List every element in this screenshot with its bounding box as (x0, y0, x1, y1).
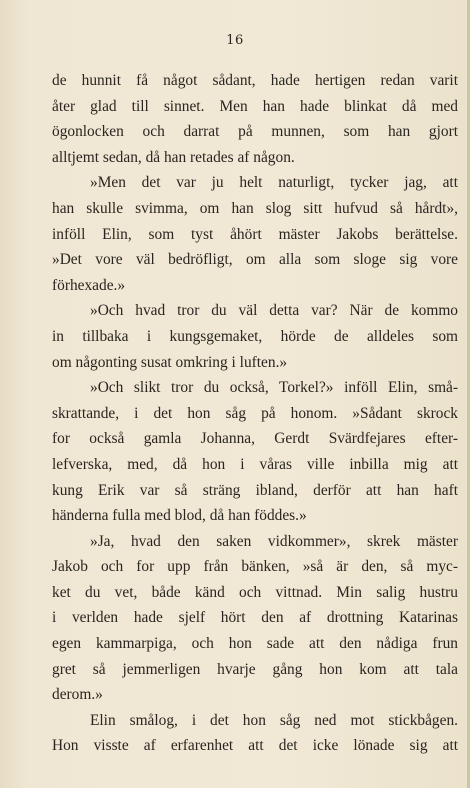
text-line: »Men det var ju helt naturligt, tycker jag, att (90, 174, 458, 192)
text-line: »Ja, hvad den saken vidkommer», skrek mäster (90, 532, 458, 550)
text-line: händerna fulla med blod, då han föddes.» (52, 507, 307, 525)
text-line: derom.» (52, 686, 103, 704)
body-text (52, 68, 458, 759)
text-line: Jakob och for upp från bänken, »så är den, så myc- (52, 558, 458, 576)
text-line: for också gamla Johanna, Gerdt Svärdfejares efter- (52, 430, 458, 448)
page-number: 16 (226, 33, 244, 48)
text-line: gret så jemmerligen hvarje gång hon kom att tala (52, 660, 458, 678)
text-line: åter glad till sinnet. Men han hade blinkat då med (52, 97, 458, 115)
text-line: i verlden hade sjelf hört den af drottning Katarinas (52, 609, 458, 627)
text-line: Hon visste af erfarenhet att det icke lönade sig att (52, 737, 458, 755)
text-line: ögonlocken och darrat på munnen, som han gjort (52, 123, 458, 141)
text-line: »Och hvad tror du väl detta var? När de kommo (90, 302, 458, 320)
text-line: han skulle svimma, om han slog sitt hufvud så hårdt», (52, 199, 458, 217)
text-line: kung Erik var så sträng ibland, derför att han haft (52, 481, 458, 499)
text-line: alltjemt sedan, då han retades af någon. (52, 148, 295, 166)
text-line: skrattande, i det hon såg på honom. »Sådant skrock (52, 404, 458, 422)
text-line: Elin smålog, i det hon såg ned mot stickbågen. (90, 711, 458, 729)
text-line: ket du vet, både känd och vittnad. Min salig hustru (52, 583, 458, 601)
text-line: inföll Elin, som tyst åhört mäster Jakobs berättelse. (52, 225, 458, 243)
text-line: de hunnit få något sådant, hade hertigen redan varit (52, 72, 458, 89)
text-line: förhexade.» (52, 276, 126, 294)
text-line: egen kammarpiga, och hon sade att den nådiga frun (52, 635, 458, 653)
text-line: in tillbaka i kungsgemaket, hörde de alldeles som (52, 327, 458, 345)
text-line: om någonting susat omkring i luften.» (52, 353, 288, 371)
text-line: »Det vore väl bedröfligt, om alla som sloge sig vore (52, 251, 458, 269)
text-line: lefverska, med, då hon i våras ville inbilla mig att (52, 455, 458, 473)
text-line: »Och slikt tror du också, Torkel?» inföll Elin, små- (90, 379, 458, 397)
